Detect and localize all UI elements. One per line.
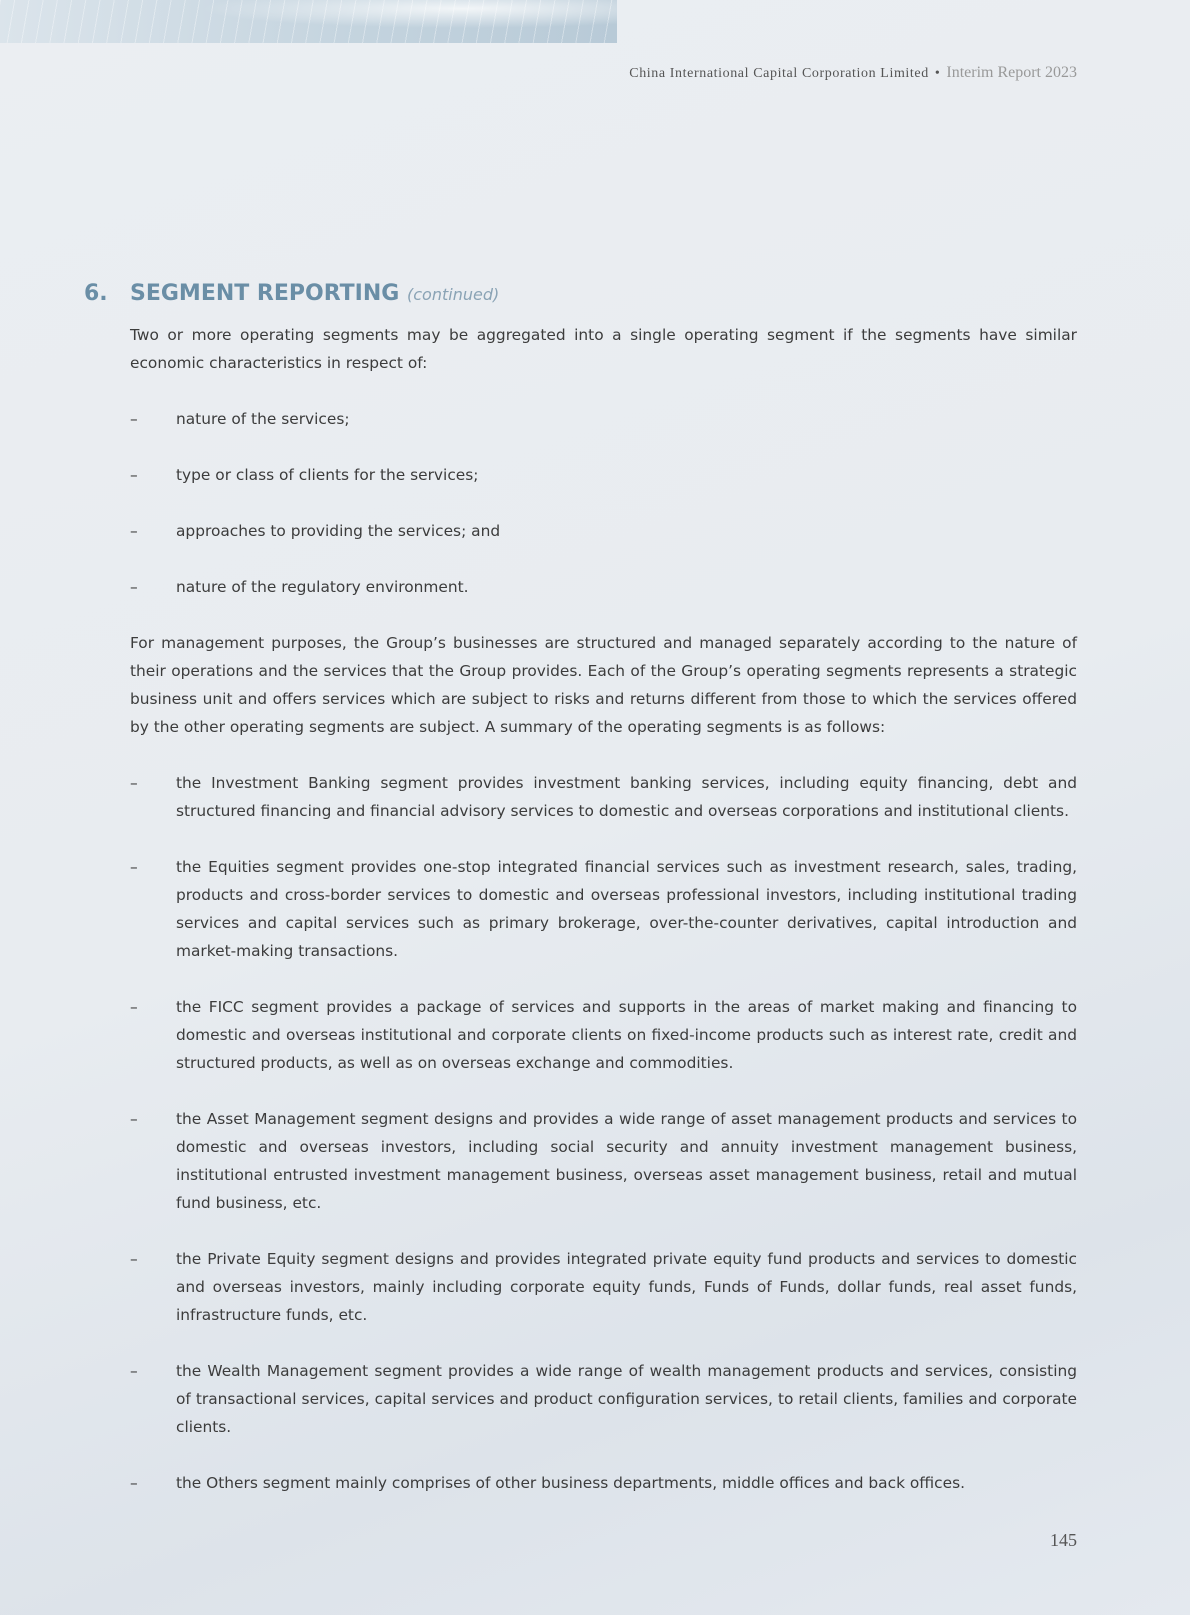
list-item-text: nature of the services; bbox=[176, 410, 350, 428]
section-number: 6. bbox=[84, 281, 108, 306]
list-item-text: the FICC segment provides a package of services and supports in the areas of market making and financing to domestic and overseas institutional and corporate clients on fixed-income products such as interest rate, credit and structured products, as well as on overseas exchange and commodities. bbox=[176, 998, 1077, 1072]
list-item bbox=[130, 1469, 1077, 1497]
list-item bbox=[130, 405, 1077, 433]
criteria-list bbox=[130, 405, 1077, 601]
list-item-text: the Investment Banking segment provides investment banking services, including equity financing, debt and structured financing and financial advisory services to domestic and overseas corporations and institutional clients. bbox=[176, 774, 1077, 820]
separator: • bbox=[934, 66, 941, 81]
list-item bbox=[130, 1105, 1077, 1217]
list-item bbox=[130, 769, 1077, 825]
bullet-dash: – bbox=[130, 1250, 138, 1268]
bullet-dash: – bbox=[130, 1110, 138, 1128]
bullet-dash: – bbox=[130, 998, 138, 1016]
segments-list bbox=[130, 769, 1077, 1497]
header-banner-image bbox=[0, 0, 617, 43]
list-item bbox=[130, 461, 1077, 489]
list-item bbox=[130, 1357, 1077, 1441]
list-item bbox=[130, 517, 1077, 545]
bullet-dash: – bbox=[130, 578, 138, 596]
continued-label: (continued) bbox=[407, 285, 500, 304]
section-heading bbox=[84, 278, 499, 311]
bullet-dash: – bbox=[130, 774, 138, 792]
list-item-text: nature of the regulatory environment. bbox=[176, 578, 469, 596]
bullet-dash: – bbox=[130, 858, 138, 876]
running-head bbox=[629, 64, 1077, 82]
list-item-text: the Wealth Management segment provides a wide range of wealth management products and services, consisting of transactional services, capital services and product configuration services, to retail clients, families and corporate clients. bbox=[176, 1362, 1077, 1436]
section-body bbox=[130, 321, 1077, 1525]
list-item bbox=[130, 573, 1077, 601]
list-item bbox=[130, 1245, 1077, 1329]
company-name: China International Capital Corporation Limited bbox=[629, 66, 929, 81]
intro-paragraph: Two or more operating segments may be aggregated into a single operating segment if the segments have similar economic characteristics in respect of: bbox=[130, 326, 1077, 372]
page-number: 145 bbox=[1050, 1530, 1077, 1550]
bullet-dash: – bbox=[130, 522, 138, 540]
list-item-text: approaches to providing the services; and bbox=[176, 522, 501, 540]
management-paragraph: For management purposes, the Group’s businesses are structured and managed separately according to the nature of their operations and the services that the Group provides. Each of the Group’s operating segments represents a strategic business unit and offers services which are subject to risks and returns different from those to which the services offered by the other operating segments are subject. A summary of the operating segments is as follows: bbox=[130, 634, 1077, 736]
list-item-text: the Asset Management segment designs and provides a wide range of asset management products and services to domestic and overseas investors, including social security and annuity investment management business, institutional entrusted investment management business, overseas asset management business, retail and mutual fund business, etc. bbox=[176, 1110, 1077, 1212]
bullet-dash: – bbox=[130, 1362, 138, 1380]
list-item bbox=[130, 993, 1077, 1077]
bullet-dash: – bbox=[130, 466, 138, 484]
section-title: SEGMENT REPORTING bbox=[130, 281, 400, 306]
list-item-text: the Equities segment provides one-stop integrated financial services such as investment research, sales, trading, products and cross-border services to domestic and overseas professional investors, including institutional trading services and capital services such as primary brokerage, over-the-counter derivatives, capital introduction and market-making transactions. bbox=[176, 858, 1077, 960]
report-title: Interim Report 2023 bbox=[946, 64, 1077, 81]
bullet-dash: – bbox=[130, 1474, 138, 1492]
bullet-dash: – bbox=[130, 410, 138, 428]
list-item bbox=[130, 853, 1077, 965]
list-item-text: type or class of clients for the services; bbox=[176, 466, 479, 484]
list-item-text: the Private Equity segment designs and provides integrated private equity fund products and services to domestic and overseas investors, mainly including corporate equity funds, Funds of Funds, dollar funds, real asset funds, infrastructure funds, etc. bbox=[176, 1250, 1077, 1324]
list-item-text: the Others segment mainly comprises of other business departments, middle offices and back offices. bbox=[176, 1474, 966, 1492]
